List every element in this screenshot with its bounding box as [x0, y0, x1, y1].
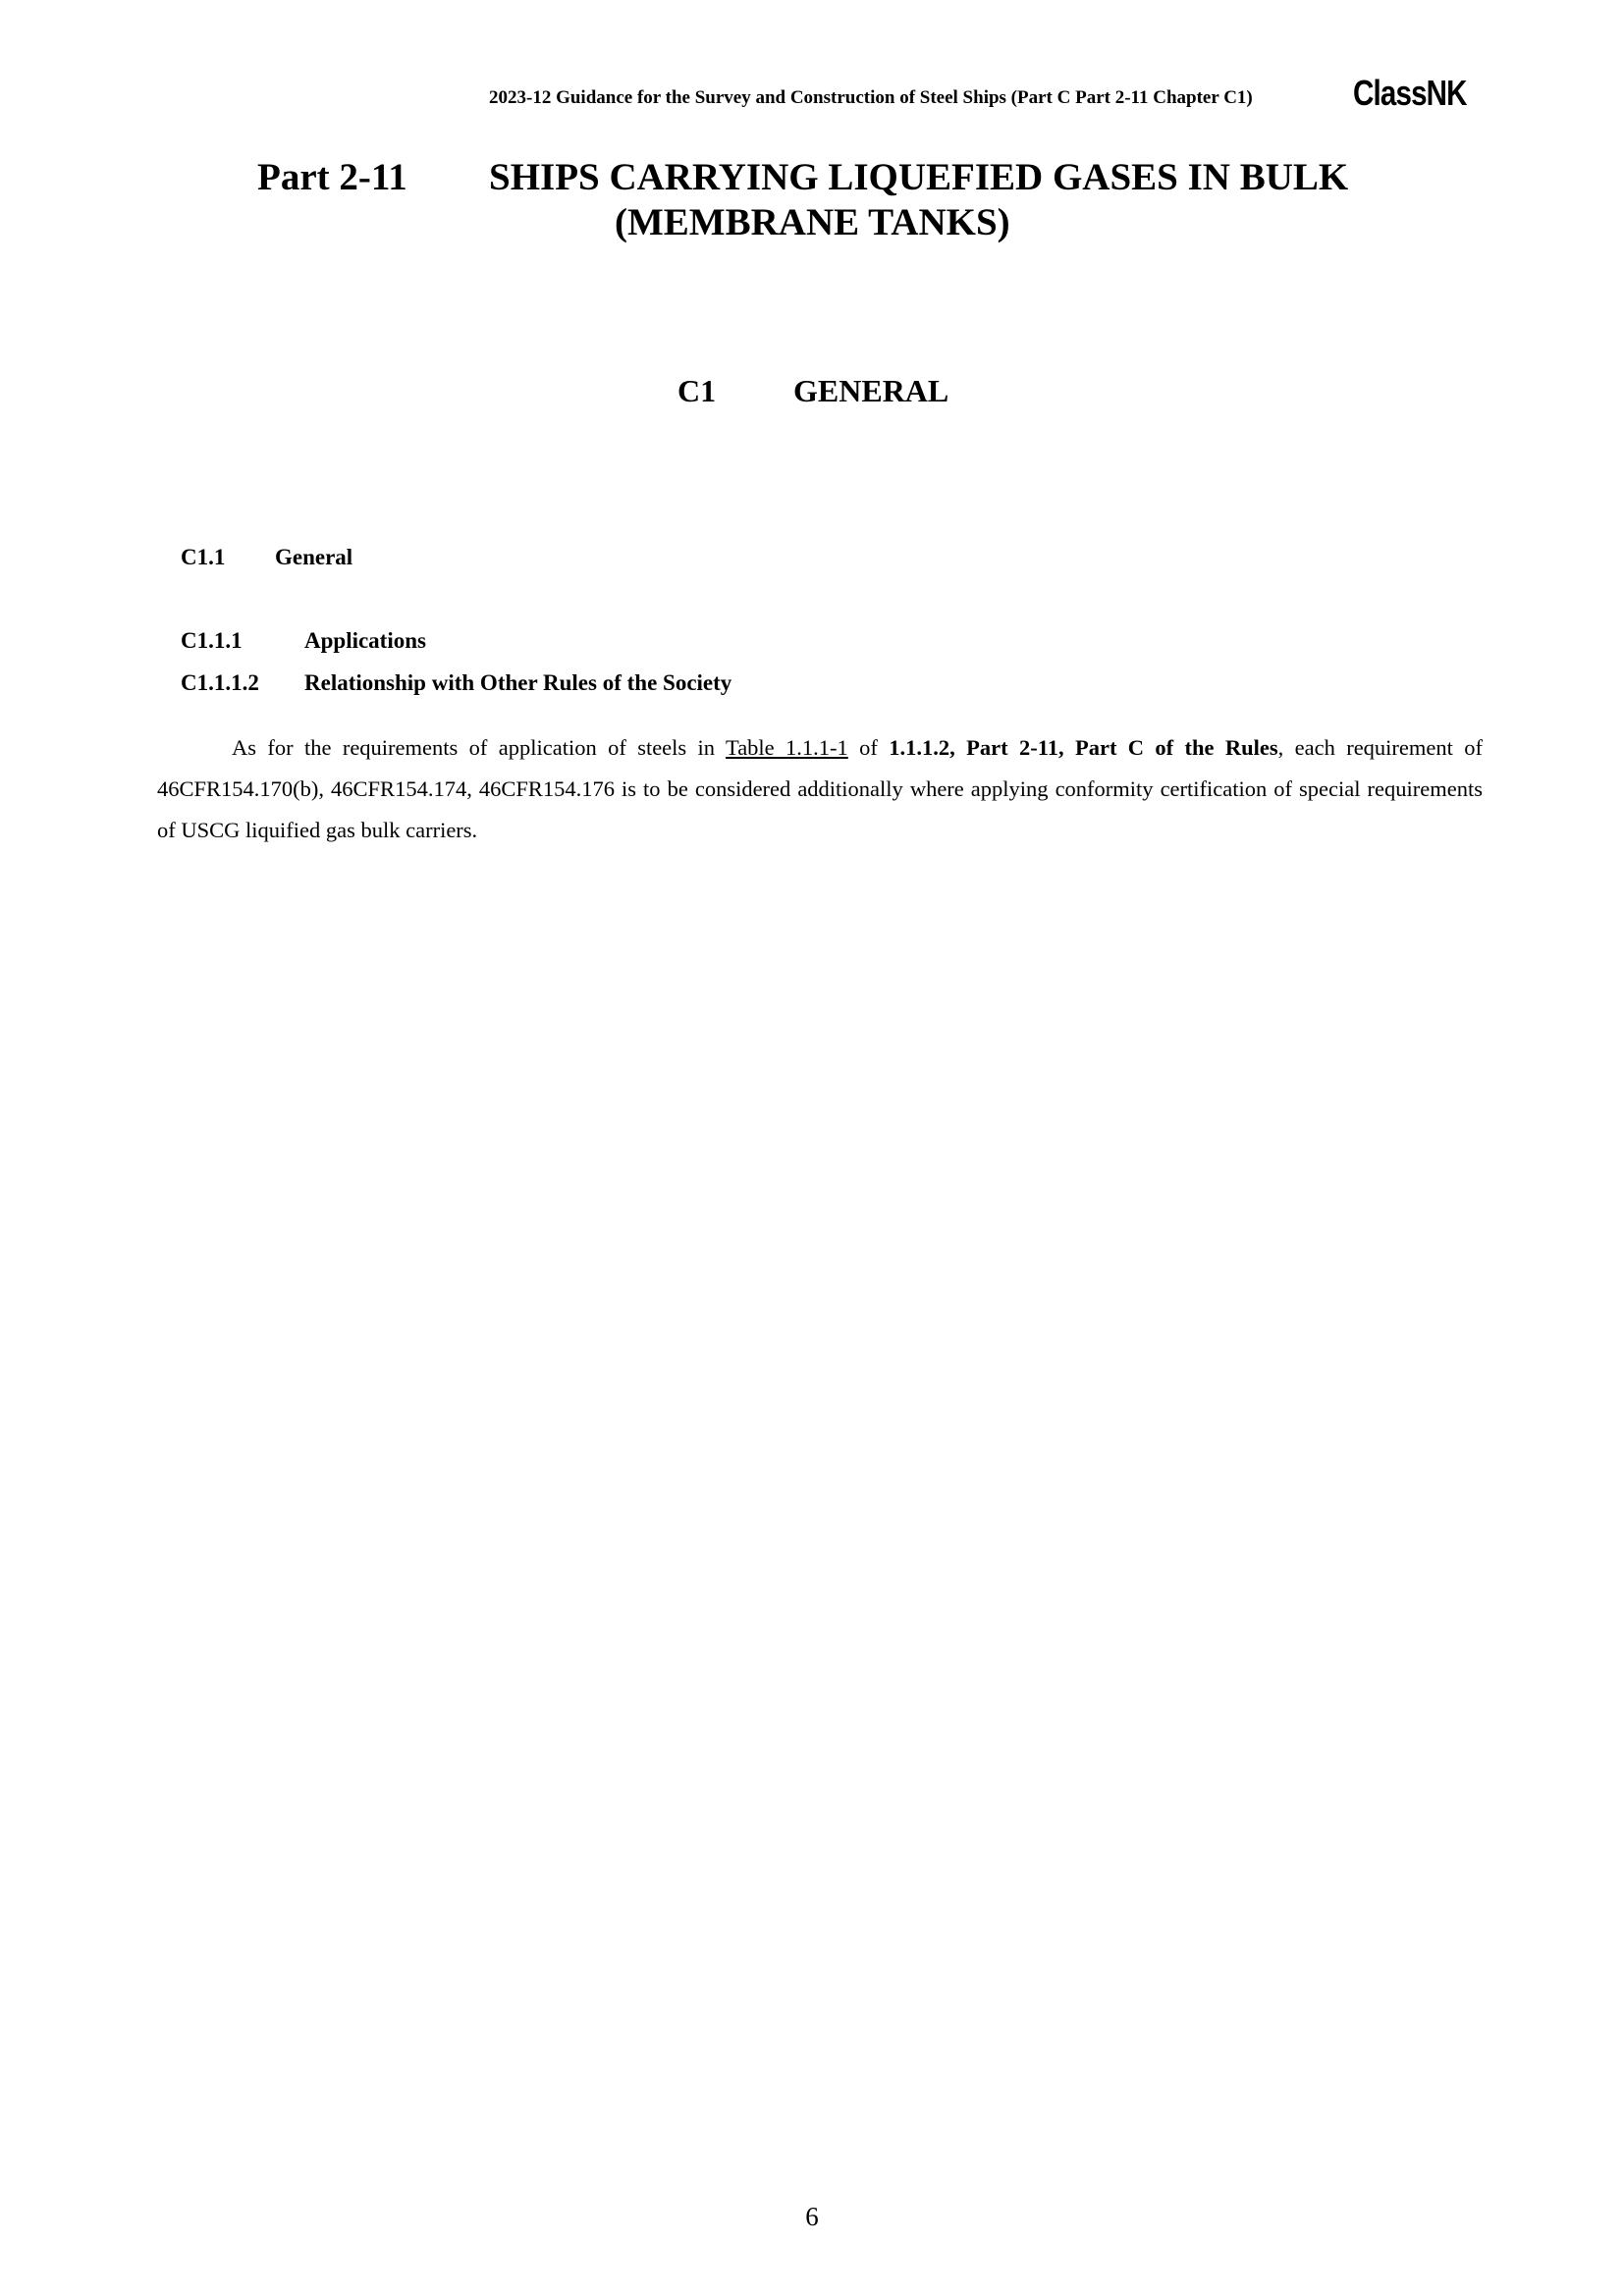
document-header-title: 2023-12 Guidance for the Survey and Construction of Steel Ships (Part C Part 2-11 Chapter C1): [489, 87, 1253, 108]
paragraph-text: of: [847, 734, 890, 760]
page-number: 6: [805, 2202, 819, 2231]
part-title-line-1: SHIPS CARRYING LIQUEFIED GASES IN BULK: [489, 156, 1349, 198]
table-reference-link[interactable]: Table 1.1.1-1: [726, 734, 848, 760]
section-title: General: [275, 545, 353, 569]
paragraph-text: As for the requirements of application of steels in: [232, 734, 727, 760]
subsubsection-title: Relationship with Other Rules of the Society: [304, 670, 732, 695]
part-number: Part 2-11: [257, 156, 407, 198]
section-number: C1.1: [181, 545, 226, 569]
subsection-number: C1.1.1: [181, 628, 243, 653]
classnk-logo: ClassNK: [1353, 73, 1467, 113]
body-paragraph: [157, 727, 1483, 851]
part-title-line-2: (MEMBRANE TANKS): [615, 201, 1010, 243]
paragraph-text: , each requirement of 46CFR154.170(b), 46CFR154.174, 46CFR154.176 is to be considered additionally where applying conformity certification of special requirements of USCG liquified gas bulk carriers.: [157, 734, 1484, 842]
rule-reference: 1.1.1.2, Part 2-11, Part C of the Rules: [889, 734, 1278, 760]
chapter-number: C1: [677, 373, 717, 408]
subsubsection-number: C1.1.1.2: [181, 670, 259, 695]
subsection-title: Applications: [304, 628, 426, 653]
chapter-title: GENERAL: [793, 373, 949, 408]
